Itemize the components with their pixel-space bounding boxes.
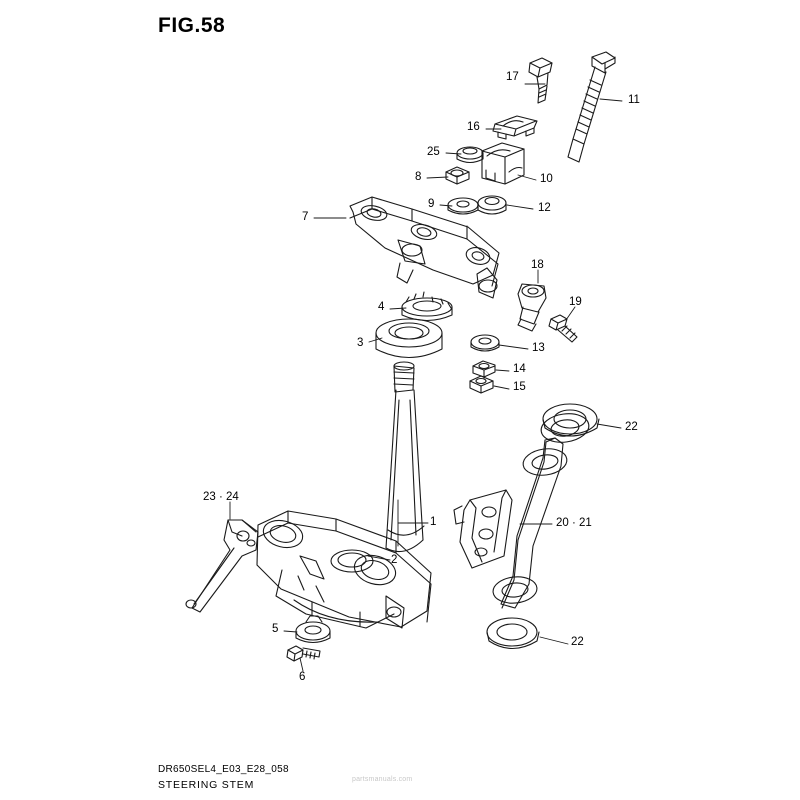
callout-2: 2 xyxy=(391,554,398,566)
callout-16: 16 xyxy=(467,121,480,133)
callout-11: 11 xyxy=(628,94,640,106)
part-25-cushion xyxy=(457,147,483,163)
callout-4: 4 xyxy=(378,301,385,313)
part-15-nut xyxy=(470,376,493,393)
callout-19: 19 xyxy=(569,296,582,308)
callout-10: 10 xyxy=(540,173,553,185)
callout-22-upper: 22 xyxy=(625,421,638,433)
part-9-washer xyxy=(448,198,478,214)
callout-7: 7 xyxy=(302,211,309,223)
callout-14: 14 xyxy=(513,363,526,375)
part-22-bearing-lower xyxy=(487,618,539,649)
callout-6: 6 xyxy=(299,671,306,683)
part-6-screw xyxy=(287,646,320,661)
callout-20-21: 20 · 21 xyxy=(556,517,592,529)
watermark: partsmanuals.com xyxy=(352,776,413,783)
callout-9: 9 xyxy=(428,198,435,210)
part-8-nut xyxy=(446,167,469,184)
part-19-screw xyxy=(549,315,577,342)
part-20-21-bracket xyxy=(454,411,591,608)
model-code: DR650SEL4_E03_E28_058 xyxy=(158,764,289,775)
callout-18: 18 xyxy=(531,259,544,271)
part-3-dust-seal xyxy=(376,319,442,358)
callout-3: 3 xyxy=(357,337,364,349)
part-23-24-bracket xyxy=(186,520,258,612)
callout-13: 13 xyxy=(532,342,545,354)
part-13-washer xyxy=(471,335,499,351)
callout-22-lower: 22 xyxy=(571,636,584,648)
part-12-rubber-mount xyxy=(478,196,506,214)
figure-caption: STEERING STEM xyxy=(158,779,255,791)
part-17-bolt xyxy=(529,58,552,103)
part-1-steering-stem xyxy=(257,362,431,628)
callout-17: 17 xyxy=(506,71,519,83)
part-7-upper-bracket xyxy=(350,197,499,298)
page-title: FIG.58 xyxy=(158,14,226,37)
callout-8: 8 xyxy=(415,171,422,183)
part-18-clamp xyxy=(518,284,546,331)
part-4-ring-nut xyxy=(402,292,452,321)
part-11-stem-bolt xyxy=(568,52,615,162)
callout-12: 12 xyxy=(538,202,551,214)
callout-25: 25 xyxy=(427,146,440,158)
part-5-bolt xyxy=(296,616,330,643)
leader-lines xyxy=(230,84,622,671)
part-10-handlebar-holder xyxy=(482,143,524,184)
callout-5: 5 xyxy=(272,623,279,635)
callout-1: 1 xyxy=(430,516,437,528)
part-14-nut xyxy=(473,361,495,378)
callout-23-24: 23 · 24 xyxy=(203,491,239,503)
callout-15: 15 xyxy=(513,381,526,393)
part-16-handlebar-clamp xyxy=(493,116,537,139)
